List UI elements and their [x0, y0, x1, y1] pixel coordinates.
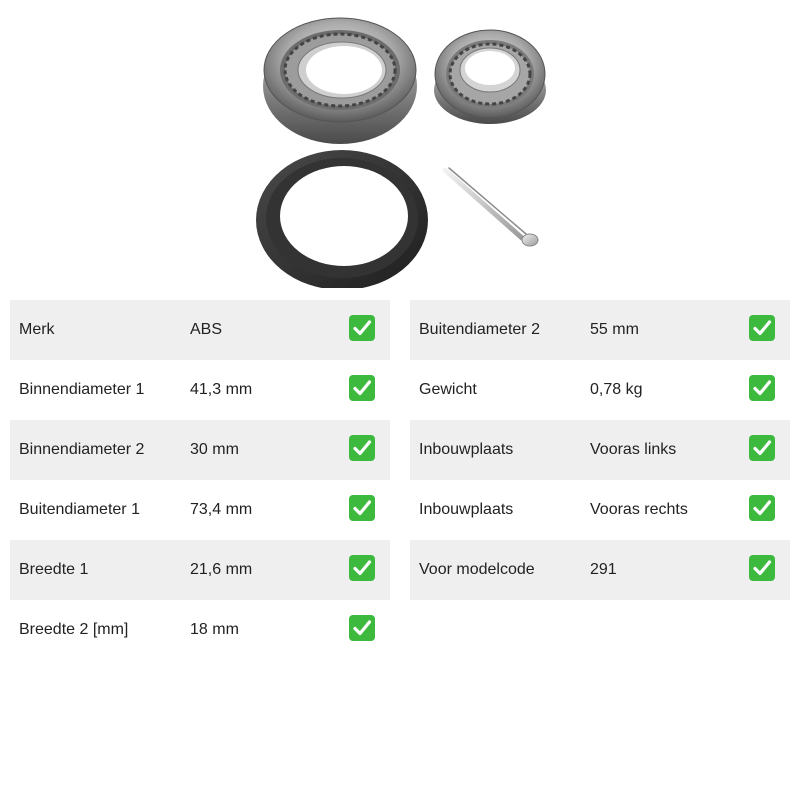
- spec-label: Buitendiameter 1: [19, 501, 140, 518]
- spec-value: 18 mm: [190, 621, 239, 638]
- spec-value: 55 mm: [590, 321, 639, 338]
- check-icon: [349, 435, 375, 461]
- check-icon: [349, 495, 375, 521]
- spec-row: [410, 540, 790, 600]
- spec-row: [10, 480, 390, 540]
- check-icon: [749, 435, 775, 461]
- spec-value: 41,3 mm: [190, 381, 253, 398]
- spec-row: [10, 360, 390, 420]
- check-icon: [749, 495, 775, 521]
- spec-value: 30 mm: [190, 441, 239, 458]
- spec-row: [410, 480, 790, 540]
- spec-row: [410, 420, 790, 480]
- check-icon: [749, 375, 775, 401]
- spec-list-right: [410, 300, 790, 600]
- check-icon: [349, 555, 375, 581]
- spec-row: [410, 300, 790, 360]
- spec-value: Vooras rechts: [590, 501, 688, 518]
- spec-label: Merk: [19, 321, 55, 338]
- spec-row: [10, 300, 390, 360]
- spec-row: [10, 420, 390, 480]
- spec-label: Inbouwplaats: [419, 441, 514, 458]
- spec-value: Vooras links: [590, 441, 677, 458]
- spec-row: [10, 600, 390, 660]
- spec-label: Voor modelcode: [419, 561, 535, 578]
- product-image: [250, 8, 550, 288]
- spec-label: Breedte 2 [mm]: [19, 621, 129, 638]
- spec-label: Binnendiameter 1: [19, 381, 145, 398]
- spec-label: Inbouwplaats: [419, 501, 514, 518]
- spec-value: 0,78 kg: [590, 381, 643, 398]
- spec-row: [10, 540, 390, 600]
- spec-row: [410, 360, 790, 420]
- check-icon: [749, 555, 775, 581]
- spec-label: Buitendiameter 2: [419, 321, 540, 338]
- spec-list-left: [10, 300, 390, 660]
- small-bearing: [434, 30, 546, 124]
- spec-value: ABS: [190, 321, 223, 338]
- check-icon: [349, 615, 375, 641]
- check-icon: [749, 315, 775, 341]
- cotter-pin: [445, 168, 538, 246]
- spec-label: Gewicht: [419, 381, 477, 398]
- spec-value: 73,4 mm: [190, 501, 253, 518]
- check-icon: [349, 375, 375, 401]
- spec-value: 21,6 mm: [190, 561, 253, 578]
- large-bearing: [263, 18, 417, 144]
- spec-label: Binnendiameter 2: [19, 441, 145, 458]
- spec-value: 291: [590, 561, 617, 578]
- spec-label: Breedte 1: [19, 561, 89, 578]
- oil-seal: [256, 150, 428, 288]
- check-icon: [349, 315, 375, 341]
